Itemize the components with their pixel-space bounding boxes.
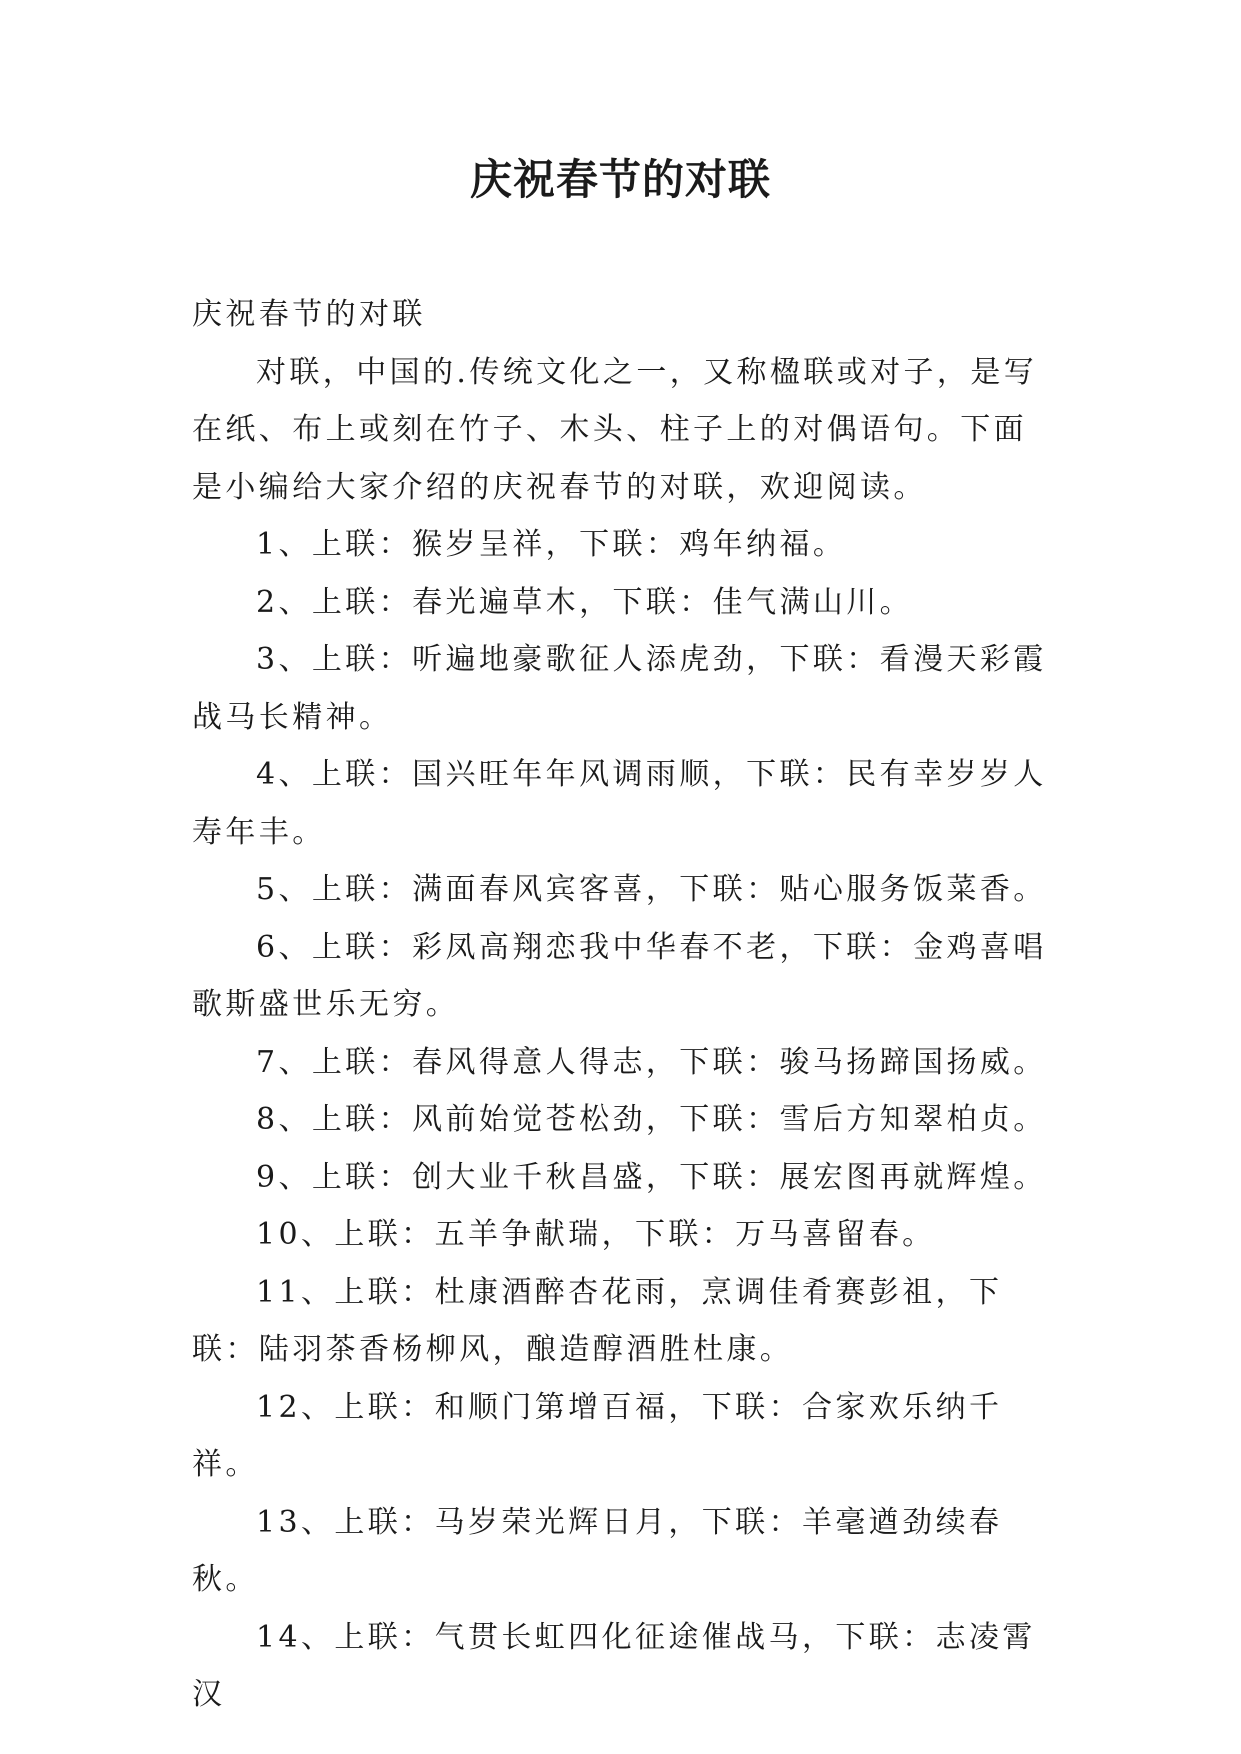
couplet-item-8: 8、上联：风前始觉苍松劲，下联：雪后方知翠柏贞。 (256, 1102, 1047, 1137)
document-body (192, 286, 1048, 1724)
couplet-item-14: 14、上联：气贯长虹四化征途催战马，下联：志凌霄汉 (192, 1619, 1036, 1712)
couplet-item-6: 6、上联：彩凤高翔恋我中华春不老，下联：金鸡喜唱歌斯盛世乐无穷。 (192, 929, 1047, 1022)
couplet-item-10: 10、上联：五羊争献瑞，下联：万马喜留春。 (256, 1217, 936, 1252)
couplet-item-7: 7、上联：春风得意人得志，下联：骏马扬蹄国扬威。 (256, 1044, 1047, 1080)
couplet-item-5: 5、上联：满面春风宾客喜，下联：贴心服务饭菜香。 (256, 872, 1047, 907)
document-title: 庆祝春节的对联 (469, 155, 771, 204)
couplet-item-4: 4、上联：国兴旺年年风调雨顺，下联：民有幸岁岁人寿年丰。 (192, 757, 1047, 850)
couplet-item-9: 9、上联：创大业千秋昌盛，下联：展宏图再就辉煌。 (256, 1159, 1047, 1195)
couplet-item-2: 2、上联：春光遍草木，下联：佳气满山川。 (256, 584, 914, 620)
intro-paragraph: 对联，中国的.传统文化之一，又称楹联或对子，是写在纸、布上或刻在竹子、木头、柱子上的对偶语句。下面是小编给大家介绍的庆祝春节的对联，欢迎阅读。 (192, 354, 1038, 505)
couplet-item-1: 1、上联：猴岁呈祥，下联：鸡年纳福。 (256, 527, 847, 562)
couplet-item-3: 3、上联：听遍地豪歌征人添虎劲，下联：看漫天彩霞战马长精神。 (192, 642, 1047, 735)
couplet-item-12: 12、上联：和顺门第增百福，下联：合家欢乐纳千祥。 (192, 1389, 1003, 1482)
couplet-item-13: 13、上联：马岁荣光辉日月，下联：羊毫遒劲续春秋。 (192, 1504, 1003, 1597)
couplet-item-11: 11、上联：杜康酒醉杏花雨，烹调佳肴赛彭祖，下联：陆羽茶香杨柳风，酿造醇酒胜杜康。 (192, 1274, 1003, 1367)
body-subtitle: 庆祝春节的对联 (192, 297, 426, 332)
